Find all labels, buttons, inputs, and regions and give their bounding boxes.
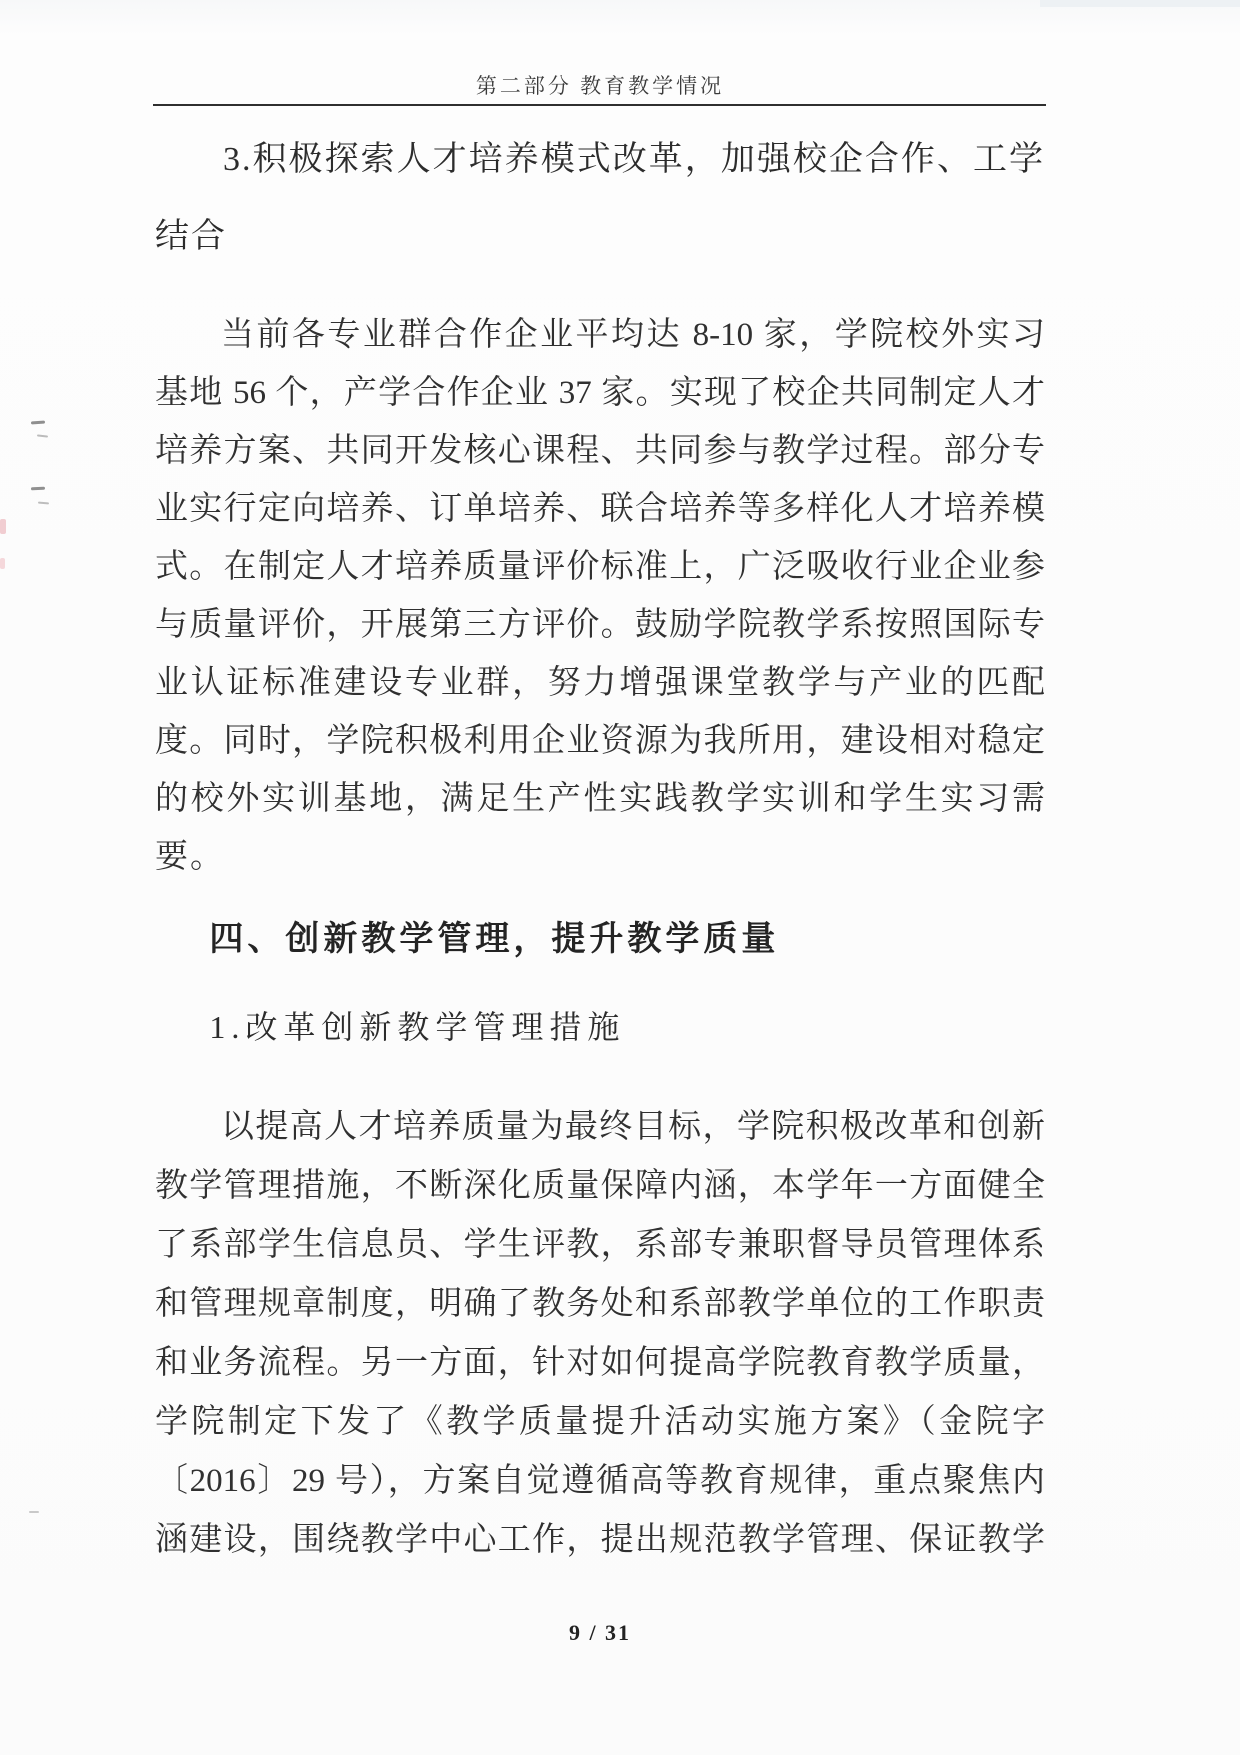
body-line: 度。同时，学院积极利用企业资源为我所用，建设相对稳定 <box>155 723 1045 759</box>
body-line: 和管理规章制度，明确了教务处和系部教学单位的工作职责 <box>155 1286 1045 1322</box>
body-line: 的校外实训基地，满足生产性实践教学实训和学生实习需 <box>155 781 1045 817</box>
body-line: 业实行定向培养、订单培养、联合培养等多样化人才培养模 <box>155 491 1045 527</box>
body-line: 当前各专业群合作企业平均达 8-10 家，学院校外实习 <box>221 317 1045 353</box>
heading-3-line-1: 3.积极探索人才培养模式改革，加强校企合作、工学 <box>223 141 1045 178</box>
section-4-heading: 四、创新教学管理，提升教学质量 <box>209 921 780 958</box>
body-line: 要。 <box>155 839 225 875</box>
body-line: 涵建设，围绕教学中心工作，提出规范教学管理、保证教学 <box>155 1522 1045 1558</box>
scan-artifact-dash <box>37 434 48 437</box>
body-line: 教学管理措施，不断深化质量保障内涵，本学年一方面健全 <box>155 1168 1045 1204</box>
body-line: 式。在制定人才培养质量评价标准上，广泛吸收行业企业参 <box>155 549 1045 585</box>
scan-artifact-smudge <box>0 519 6 534</box>
body-line: 和业务流程。另一方面，针对如何提高学院教育教学质量， <box>155 1345 1045 1381</box>
scan-edge-tint <box>1040 0 1240 7</box>
body-line: 以提高人才培养质量为最终目标，学院积极改革和创新 <box>221 1109 1045 1145</box>
heading-3-line-2: 结合 <box>155 218 227 255</box>
scan-artifact-dash <box>31 421 45 425</box>
body-line: 业认证标准建设专业群，努力增强课堂教学与产业的匹配 <box>155 665 1045 701</box>
body-line: 培养方案、共同开发核心课程、共同参与教学过程。部分专 <box>155 433 1045 469</box>
scan-artifact-dash <box>38 502 49 505</box>
body-line: 〔2016〕29 号），方案自觉遵循高等教育规律，重点聚焦内 <box>155 1463 1045 1499</box>
body-line: 基地 56 个，产学合作企业 37 家。实现了校企共同制定人才 <box>155 375 1045 411</box>
subsection-1-heading: 1.改革创新教学管理措施 <box>209 1009 626 1045</box>
scan-artifact-smudge <box>0 558 5 569</box>
body-line: 与质量评价，开展第三方评价。鼓励学院教学系按照国际专 <box>155 607 1045 643</box>
paragraph-1 <box>155 306 1045 886</box>
page-header: 第二部分 教育教学情况 <box>475 74 725 98</box>
body-line: 学院制定下发了《教学质量提升活动实施方案》（金院字 <box>155 1404 1045 1440</box>
scan-artifact-dash <box>29 1511 39 1513</box>
document-body <box>155 0 1045 1570</box>
paragraph-2 <box>155 1098 1045 1570</box>
scan-artifact-dash <box>31 487 45 491</box>
body-line: 了系部学生信息员、学生评教，系部专兼职督导员管理体系 <box>155 1227 1045 1263</box>
footer-page-number: 9 / 31 <box>568 1620 632 1645</box>
